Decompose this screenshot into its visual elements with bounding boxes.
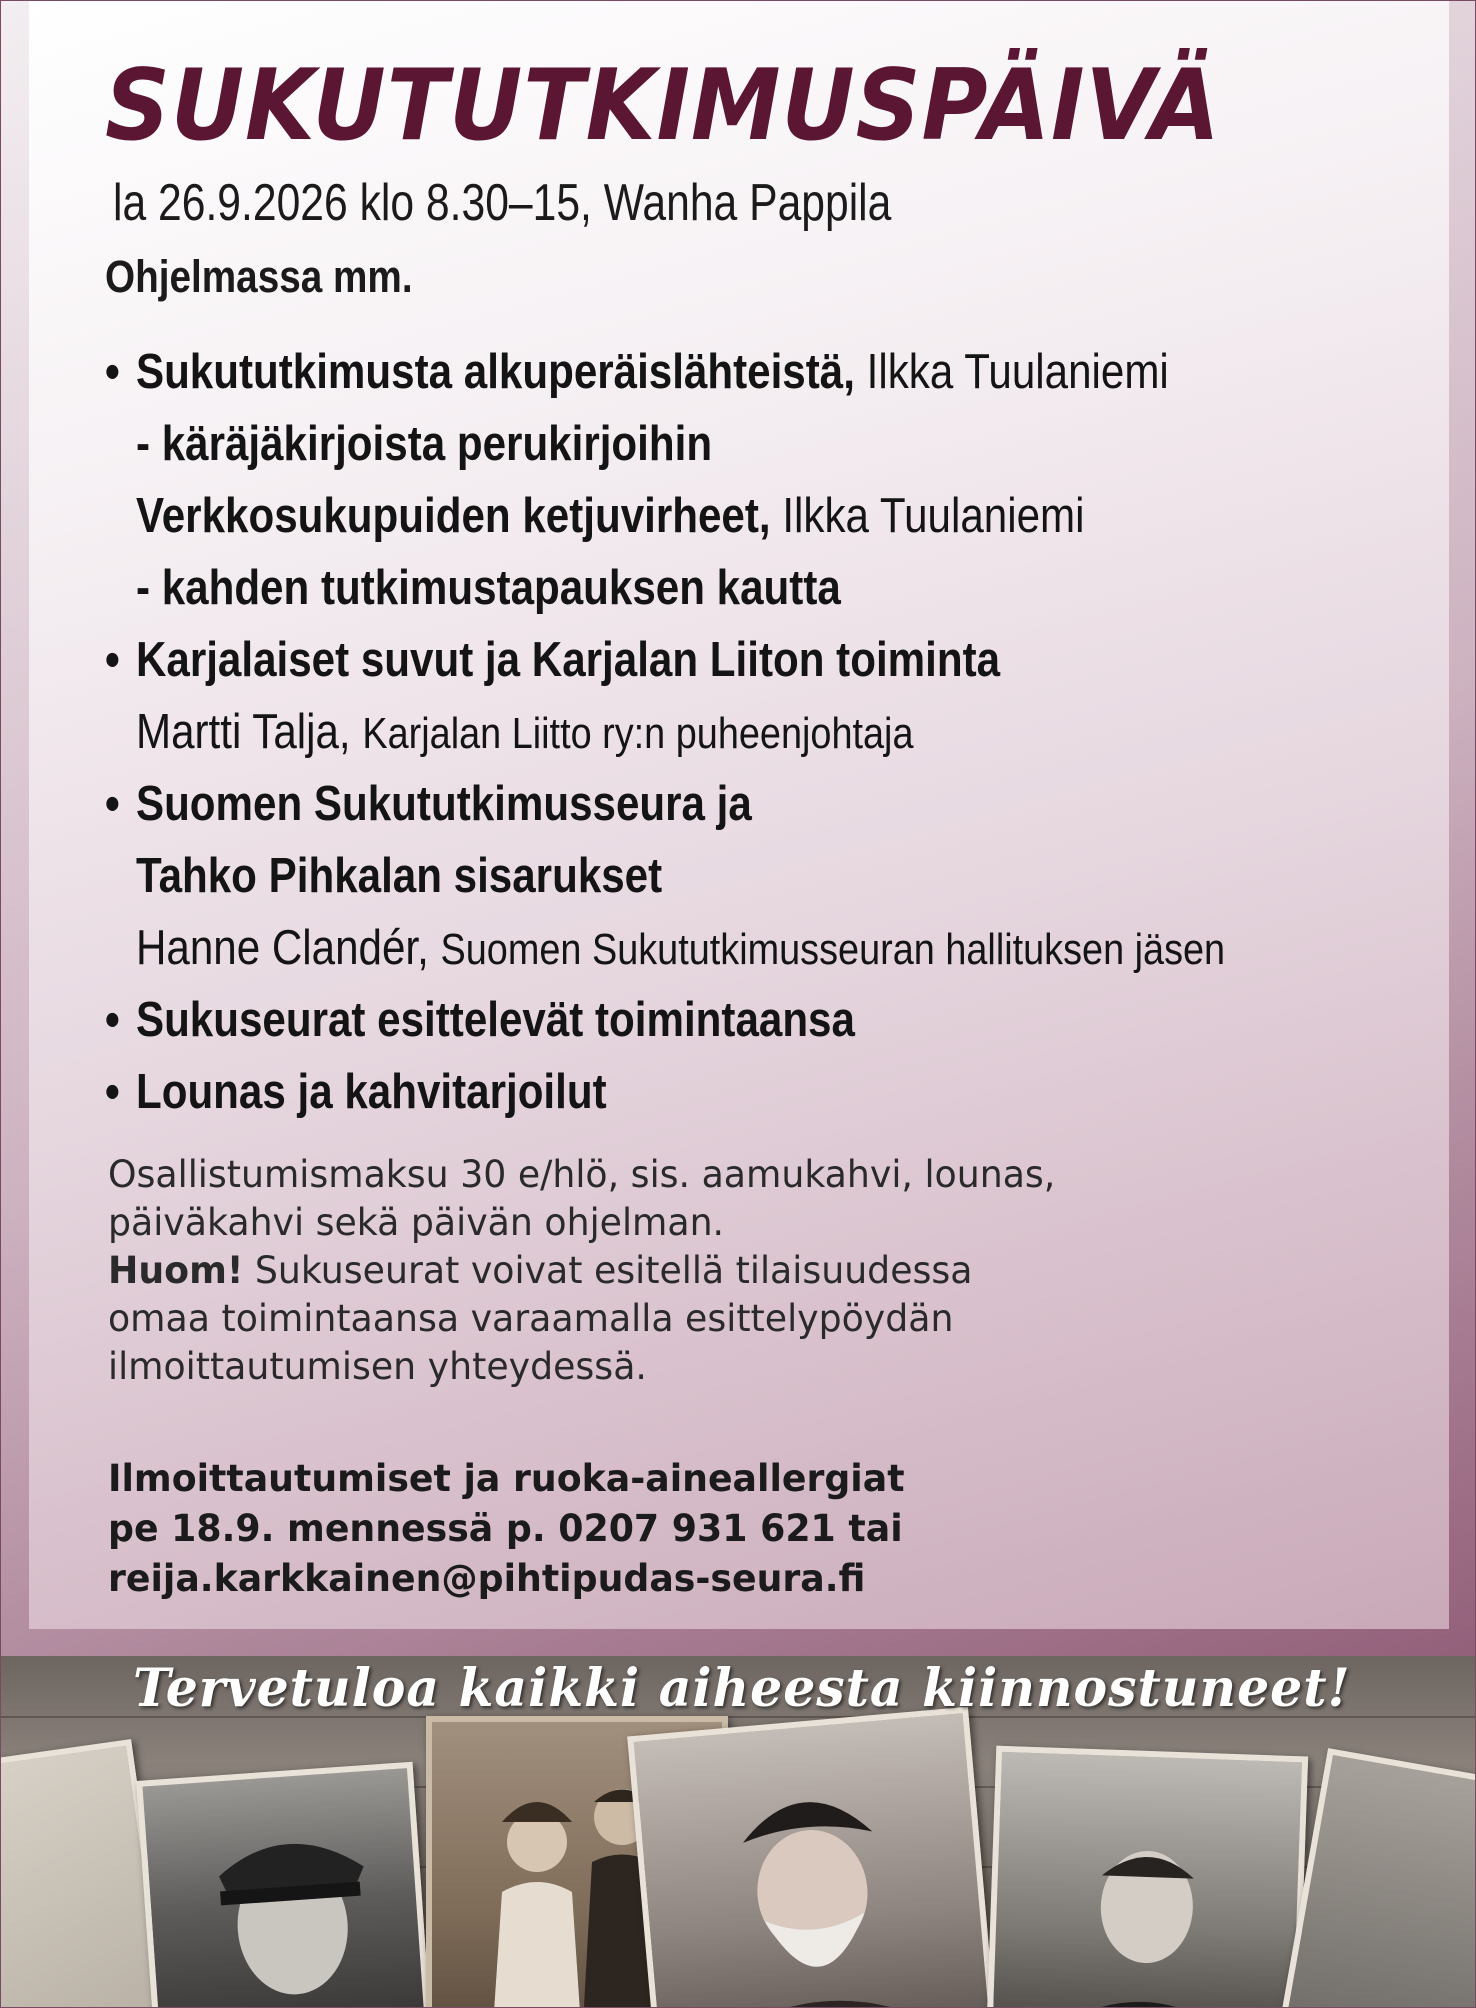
fee-info: [108, 1151, 1055, 1391]
program-item-3-title2-line: [105, 840, 1275, 912]
vintage-photos-banner: [1, 1656, 1476, 2008]
program-item-1-speaker: Ilkka Tuulaniemi: [866, 345, 1169, 399]
program-item-1-title: Sukututkimusta alkuperäislähteistä,: [135, 345, 855, 399]
program-item-3-speaker: Hanne Clandér,: [135, 921, 429, 975]
program-item-2-title: Karjalaiset suvut ja Karjalan Liiton toiminta: [135, 633, 1001, 687]
soldier-portrait-icon: [143, 1768, 427, 2008]
bearded-man-portrait-icon: [634, 1713, 991, 2008]
program-item-5: [105, 1056, 1275, 1128]
program-list: [105, 336, 1465, 1128]
program-intro: Ohjelmassa mm.: [105, 251, 413, 302]
photo-bearded-man: [627, 1707, 997, 2008]
poster-title: SUKUTUTKIMUSPÄIVÄ: [105, 49, 1221, 163]
program-item-3-role: Suomen Sukututkimusseuran hallituksen jäsen: [440, 925, 1226, 974]
fee-line-3: [108, 1247, 1055, 1295]
man-portrait-icon: [992, 1752, 1302, 2008]
program-item-1b-speaker: Ilkka Tuulaniemi: [782, 489, 1085, 543]
program-item-1b-title: Verkkosukupuiden ketjuvirheet,: [135, 489, 771, 543]
registration-info: [108, 1454, 905, 1604]
registration-line-2: pe 18.9. mennessä p. 0207 931 621 tai: [108, 1507, 903, 1550]
program-item-3: [105, 768, 1275, 840]
bullet-icon: •: [105, 633, 120, 687]
bullet-icon: •: [105, 345, 120, 399]
program-item-1b-subtitle: - kahden tutkimustapauksen kautta: [135, 561, 841, 615]
program-item-4-title: Sukuseurat esittelevät toimintaansa: [135, 993, 855, 1047]
program-item-1: [105, 336, 1275, 408]
bullet-icon: •: [105, 993, 120, 1047]
program-item-3-speaker-line: [105, 912, 1275, 984]
program-item-2-role: Karjalan Liitto ry:n puheenjohtaja: [362, 709, 914, 758]
registration-line-1: Ilmoittautumiset ja ruoka-aineallergiat: [108, 1457, 905, 1500]
program-item-2-speaker-line: [105, 696, 1275, 768]
program-item-2-speaker: Martti Talja,: [135, 705, 351, 759]
program-item-4: [105, 984, 1275, 1056]
fee-line-3-text: Sukuseurat voivat esitellä tilaisuudessa: [243, 1249, 973, 1292]
fee-line-4: omaa toimintaansa varaamalla esittelypöydän: [108, 1297, 954, 1340]
program-item-2: [105, 624, 1275, 696]
program-item-1b: [105, 480, 1275, 552]
huom-label: Huom!: [108, 1249, 244, 1292]
photo-soldier: [136, 1762, 433, 2008]
program-item-1b-sub: [105, 552, 1275, 624]
bullet-icon: •: [105, 1065, 120, 1119]
event-datetime: la 26.9.2026 klo 8.30–15, Wanha Pappila: [113, 174, 892, 232]
program-item-1-subtitle: - käräjäkirjoista perukirjoihin: [135, 417, 713, 471]
program-item-1-sub: [105, 408, 1275, 480]
bullet-icon: •: [105, 777, 120, 831]
program-item-3-title2: Tahko Pihkalan sisarukset: [135, 849, 663, 903]
welcome-text: Tervetuloa kaikki aiheesta kiinnostuneet!: [133, 1658, 1351, 1719]
fee-line-1: Osallistumismaksu 30 e/hlö, sis. aamukahvi, lounas,: [108, 1153, 1056, 1196]
program-item-5-title: Lounas ja kahvitarjoilut: [135, 1065, 607, 1119]
program-item-3-title: Suomen Sukututkimusseura ja: [135, 777, 752, 831]
registration-email[interactable]: reija.karkkainen@pihtipudas-seura.fi: [108, 1557, 866, 1600]
fee-line-2: päiväkahvi sekä päivän ohjelman.: [108, 1201, 725, 1244]
photo-man-portrait: [986, 1746, 1308, 2008]
fee-line-5: ilmoittautumisen yhteydessä.: [108, 1345, 647, 1388]
